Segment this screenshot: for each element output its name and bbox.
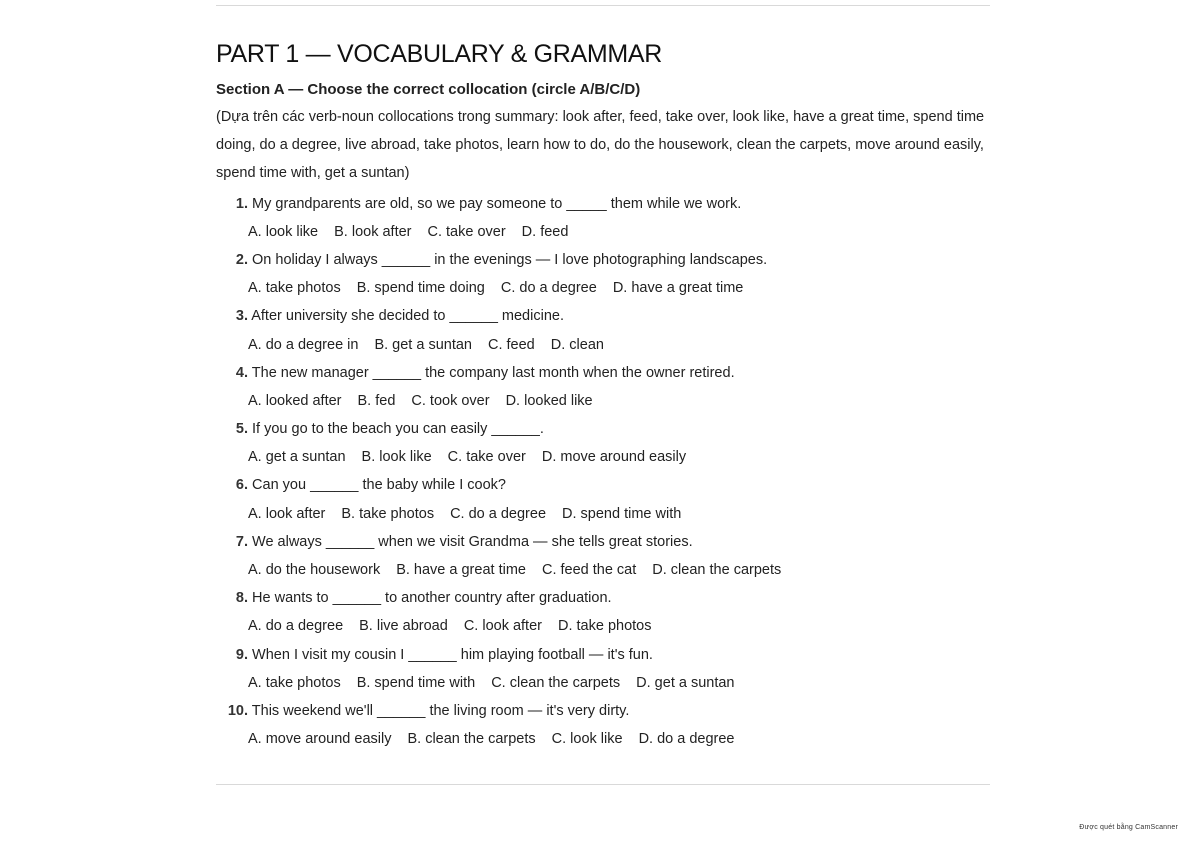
document-content [216,36,996,753]
question-item [216,584,996,640]
question-number: 9. [235,646,248,663]
question-text: If you go to the beach you can easily ______. [252,421,544,438]
option-c[interactable]: C. look after [463,618,542,635]
question-number: 5. [235,421,248,438]
option-c[interactable]: C. took over [411,392,490,409]
question-text: Can you ______ the baby while I cook? [252,477,506,494]
option-d[interactable]: D. clean the carpets [652,562,782,579]
option-d[interactable]: D. looked like [505,392,593,409]
option-c[interactable]: C. take over [447,449,526,466]
question-number: 1. [235,195,248,212]
question-item [216,359,996,415]
option-d[interactable]: D. spend time with [562,505,682,522]
option-c[interactable]: C. clean the carpets [491,674,621,691]
question-item [216,190,996,246]
option-d[interactable]: D. feed [521,223,569,240]
option-a[interactable]: A. move around easily [248,731,392,748]
answer-options [216,669,996,697]
option-c[interactable]: C. do a degree [500,280,597,297]
option-b[interactable]: B. fed [357,392,396,409]
option-d[interactable]: D. do a degree [638,731,735,748]
bottom-divider [216,784,990,785]
option-a[interactable]: A. looked after [248,392,342,409]
option-c[interactable]: C. feed the cat [541,562,637,579]
option-a[interactable]: A. take photos [248,674,341,691]
answer-options [216,331,996,359]
answer-options [216,218,996,246]
option-b[interactable]: B. look after [334,223,412,240]
option-b[interactable]: B. take photos [341,505,435,522]
option-b[interactable]: B. have a great time [396,562,526,579]
section-title: Section A — Choose the correct collocation (circle A/B/C/D) [216,81,641,98]
answer-options [216,500,996,528]
scanner-watermark: Được quét bằng CamScanner [1079,824,1178,831]
question-number: 8. [235,590,248,607]
part-title: PART 1 — VOCABULARY & GRAMMAR [216,40,663,68]
question-text: When I visit my cousin I ______ him playing football — it's fun. [252,646,653,663]
answer-options [216,274,996,302]
question-item [216,641,996,697]
answer-options [216,725,996,753]
question-number: 7. [235,533,248,550]
question-text: My grandparents are old, so we pay someone to _____ them while we work. [252,195,742,212]
question-list [216,190,996,754]
option-d[interactable]: D. move around easily [541,449,687,466]
question-item [216,528,996,584]
option-a[interactable]: A. do the housework [248,562,381,579]
option-d[interactable]: D. have a great time [612,280,744,297]
answer-options [216,556,996,584]
question-text: After university she decided to ______ medicine. [251,308,564,325]
question-text: We always ______ when we visit Grandma — she tells great stories. [252,533,693,550]
option-a[interactable]: A. look after [248,505,326,522]
option-a[interactable]: A. do a degree [248,618,344,635]
option-d[interactable]: D. take photos [557,618,652,635]
option-c[interactable]: C. feed [488,336,535,353]
option-d[interactable]: D. get a suntan [636,674,735,691]
question-item [216,415,996,471]
option-c[interactable]: C. do a degree [450,505,547,522]
question-item [216,697,996,753]
option-a[interactable]: A. get a suntan [248,449,346,466]
option-b[interactable]: B. live abroad [359,618,448,635]
question-item [216,302,996,358]
question-number: 10. [227,702,248,719]
question-text: This weekend we'll ______ the living room — it's very dirty. [251,702,630,719]
option-d[interactable]: D. clean [550,336,604,353]
option-c[interactable]: C. look like [551,731,623,748]
option-b[interactable]: B. clean the carpets [407,731,536,748]
option-b[interactable]: B. spend time with [356,674,476,691]
top-divider [216,5,990,6]
option-a[interactable]: A. take photos [248,280,341,297]
answer-options [216,387,996,415]
section-note: (Dựa trên các verb-noun collocations trong summary: look after, feed, take over, look like, have a great time, spend time doing, do a degree, live abroad, take photos, learn how to do, do the housework, clean the carpets, move around easily, spend time with, get a suntan) [216,109,985,182]
option-b[interactable]: B. get a suntan [374,336,472,353]
question-item [216,246,996,302]
question-text: On holiday I always ______ in the evenings — I love photographing landscapes. [252,251,768,268]
option-c[interactable]: C. take over [427,223,506,240]
question-number: 3. [235,308,248,325]
question-item [216,471,996,527]
option-a[interactable]: A. look like [248,223,319,240]
question-number: 6. [235,477,248,494]
question-text: The new manager ______ the company last month when the owner retired. [251,364,735,381]
answer-options [216,612,996,640]
option-b[interactable]: B. spend time doing [356,280,485,297]
answer-options [216,443,996,471]
option-a[interactable]: A. do a degree in [248,336,359,353]
option-b[interactable]: B. look like [361,449,432,466]
question-number: 2. [235,251,248,268]
question-number: 4. [235,364,248,381]
question-text: He wants to ______ to another country after graduation. [252,590,612,607]
